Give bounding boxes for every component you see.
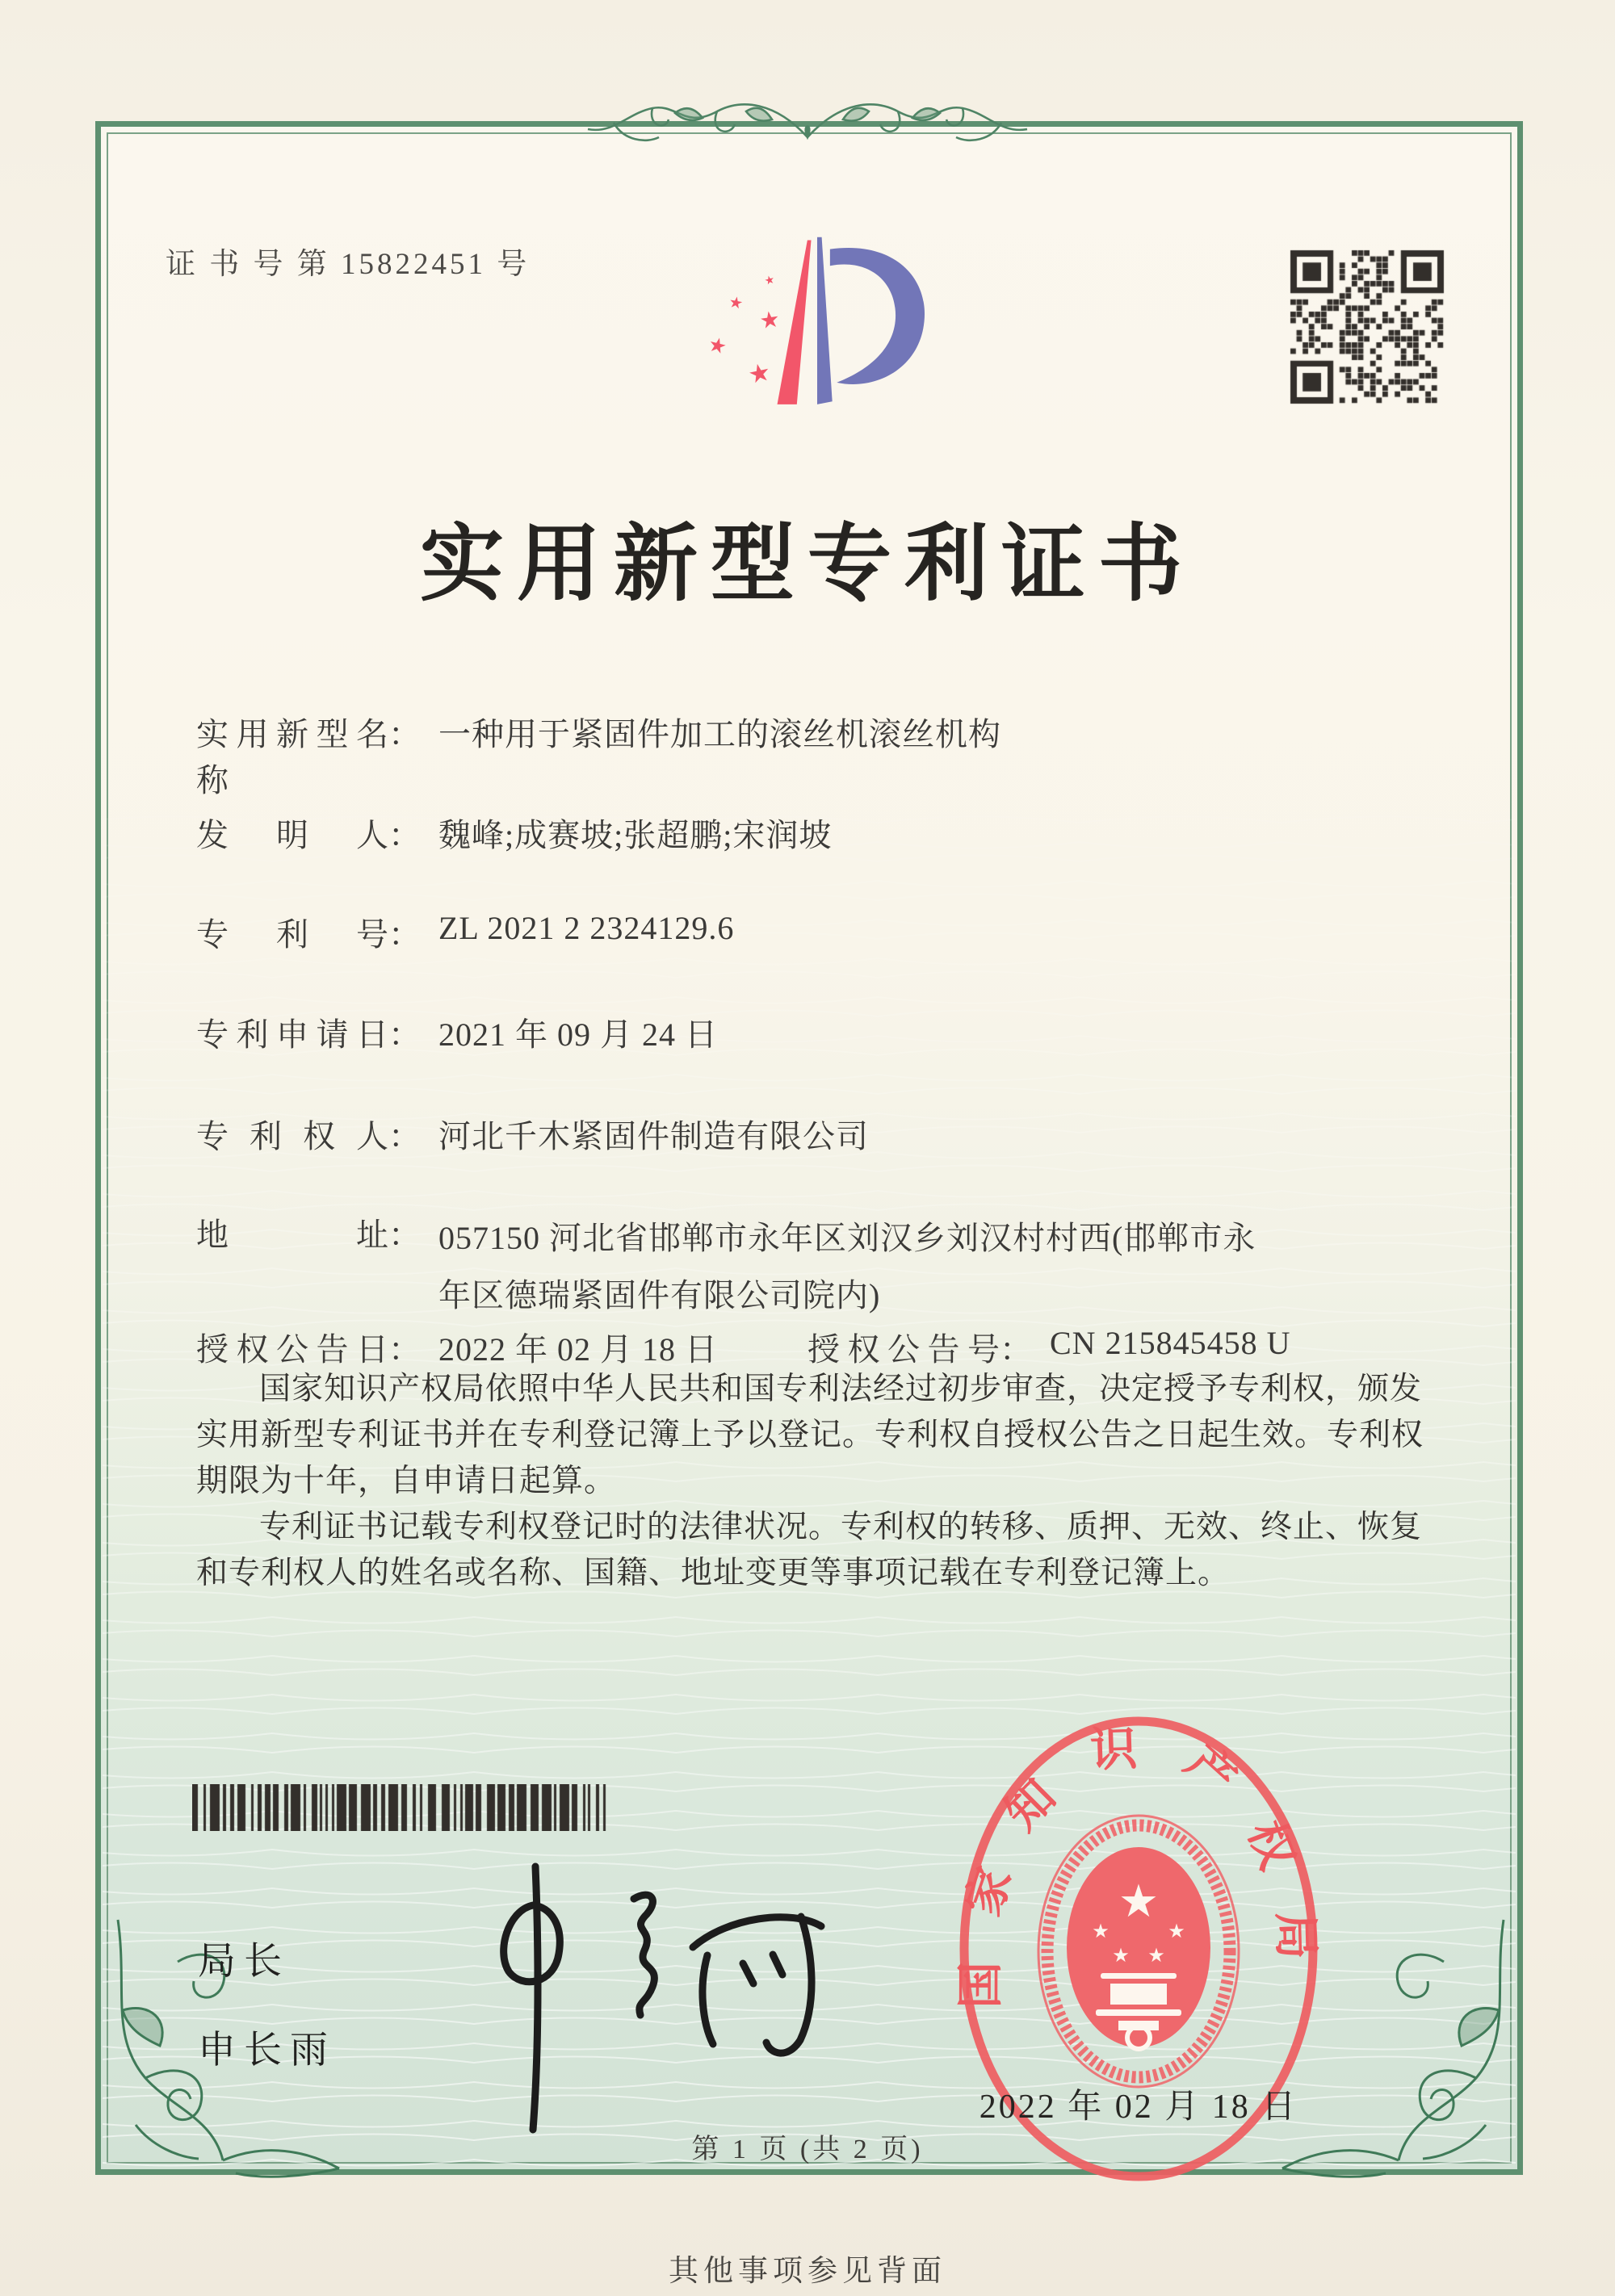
field-patent-number: 专利号： ZL 2021 2 2324129.6 — [196, 909, 1504, 955]
svg-text:★: ★ — [1118, 1875, 1160, 1928]
field-inventors: 发明人： 魏峰;成赛坡;张超鹏;宋润坡 — [196, 810, 1504, 856]
svg-text:★: ★ — [1147, 1944, 1165, 1967]
field-value: 河北千木紧固件制造有限公司 — [438, 1118, 869, 1154]
svg-text:★: ★ — [745, 357, 774, 391]
svg-text:★: ★ — [1168, 1920, 1185, 1942]
commissioner-name: 申长雨 — [198, 2028, 336, 2071]
field-address: 地址： 057150 河北省邯郸市永年区刘汉乡刘汉村村西(邯郸市永 年区德瑞紧固件有限公司院内) — [196, 1209, 1504, 1324]
field-filing-date: 专利申请日： 2021 年 09 月 24 日 — [196, 1009, 1504, 1055]
svg-text:★: ★ — [763, 273, 777, 288]
field-label: 专利号 — [196, 916, 388, 953]
field-value: CN 215845458 U — [1050, 1325, 1291, 1361]
field-value: 2021 年 09 月 24 日 — [438, 1016, 718, 1053]
seal-date: 2022 年 02 月 18 日 — [979, 2089, 1298, 2126]
field-label: 授权公告日 — [196, 1331, 388, 1368]
national-emblem-icon — [1038, 1816, 1239, 2087]
field-label: 实用新型名称 — [196, 716, 388, 798]
svg-text:★: ★ — [706, 332, 730, 359]
field-value: ZL 2021 2 2324129.6 — [438, 910, 735, 946]
commissioner-title: 局长 — [198, 1939, 290, 1982]
field-label: 发明人 — [196, 817, 388, 853]
field-label: 地址 — [196, 1217, 388, 1253]
back-side-note: 其他事项参见背面 — [669, 2255, 946, 2288]
qr-code — [1282, 242, 1452, 412]
certificate-number: 证 书 号 第 15822451 号 — [166, 248, 531, 281]
barcode — [192, 1784, 612, 1831]
field-value: 057150 河北省邯郸市永年区刘汉乡刘汉村村西(邯郸市永 年区德瑞紧固件有限公司院内) — [438, 1220, 1256, 1314]
legal-text — [196, 1366, 1449, 1596]
cnipa-logo-icon — [696, 234, 938, 460]
field-patentee: 专利权人： 河北千木紧固件制造有限公司 — [196, 1111, 1504, 1157]
field-value: 一种用于紧固件加工的滚丝机滚丝机构 — [438, 716, 1001, 752]
field-grant-date: 授权公告日： 2022 年 02 月 18 日 授权公告号： CN 215845458 U — [196, 1324, 1504, 1370]
field-value: 魏峰;成赛坡;张超鹏;宋润坡 — [438, 817, 833, 853]
certificate-title: 实用新型专利证书 — [419, 518, 1195, 611]
field-label: 专利权人 — [196, 1118, 388, 1154]
field-utility-model-name: 实用新型名称： 一种用于紧固件加工的滚丝机滚丝机构 — [196, 709, 1504, 801]
svg-text:★: ★ — [727, 292, 745, 313]
svg-text:★: ★ — [757, 305, 782, 335]
seal-text: 国家知识产权局 — [954, 1720, 1324, 2009]
field-label: 专利申请日 — [196, 1016, 388, 1053]
field-label: 授权公告号 — [808, 1331, 1000, 1368]
legal-paragraph-2: 专利证书记载专利权登记时的法律状况。专利权的转移、质押、无效、终止、恢复和专利权人的姓名或名称、国籍、地址变更等事项记载在专利登记簿上。 — [196, 1510, 1423, 1590]
page-indicator: 第 1 页 (共 2 页) — [691, 2135, 924, 2164]
svg-text:★: ★ — [1092, 1920, 1110, 1942]
svg-text:★: ★ — [1112, 1944, 1130, 1967]
legal-paragraph-1: 国家知识产权局依照中华人民共和国专利法经过初步审查，决定授予专利权，颁发实用新型专利证书并在专利登记簿上予以登记。专利权自授权公告之日起生效。专利权期限为十年，自申请日起算。 — [196, 1372, 1424, 1498]
commissioner-signature — [452, 1849, 840, 2139]
field-grant-number: 授权公告号： CN 215845458 U — [808, 1324, 1290, 1370]
field-value: 2022 年 02 月 18 日 — [438, 1331, 718, 1368]
